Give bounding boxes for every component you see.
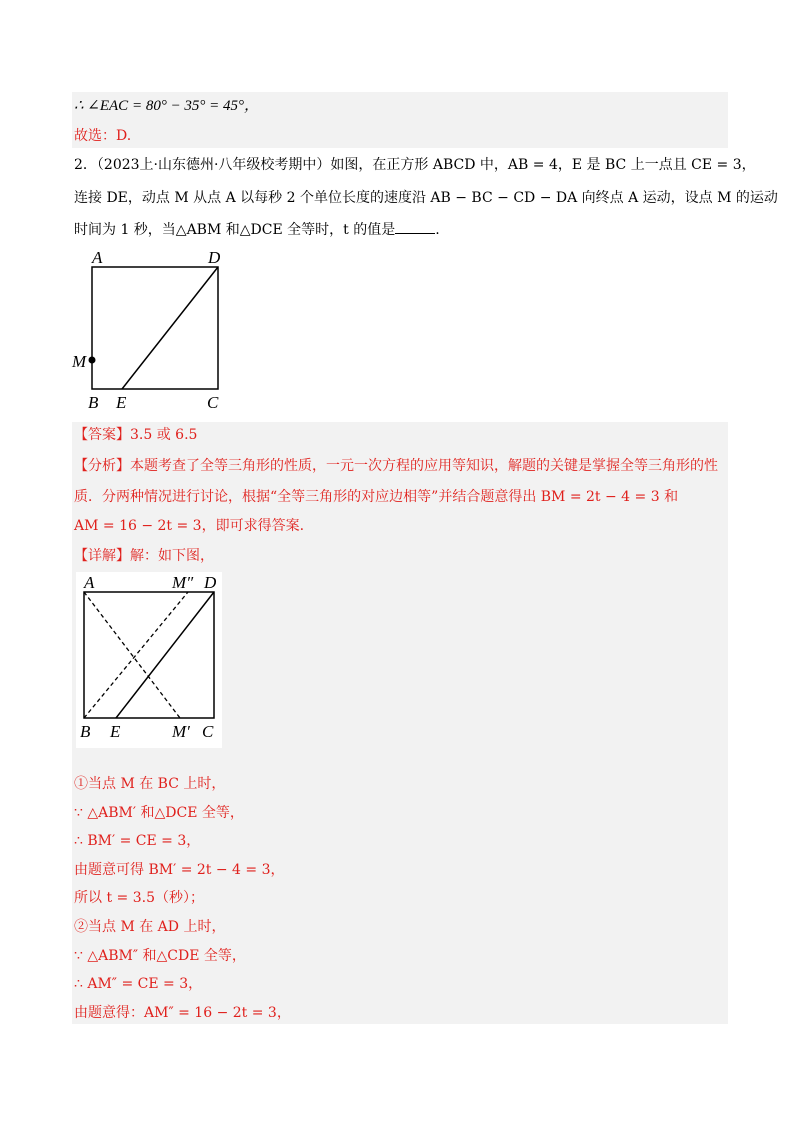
dashed-bm2 <box>84 592 188 718</box>
label-c: C <box>207 393 219 412</box>
solution-line-4: 由题意可得 BM′ = 2t − 4 = 3， <box>74 862 285 878</box>
label-e: E <box>116 393 127 412</box>
figure-square-1-svg <box>68 245 238 415</box>
segment-de <box>122 267 218 389</box>
label-d-2: D <box>204 573 217 592</box>
square-outline <box>92 267 218 389</box>
solution-line-7: ∵ △ABM″ 和△CDE 全等， <box>74 948 246 964</box>
label-m: M <box>72 352 87 371</box>
figure-square-2 <box>76 572 222 748</box>
problem-line-2: 连接 DE，动点 M 从点 A 以每秒 2 个单位长度的速度沿 AB − BC − CD − DA 向终点 A 运动，设点 M 的运动 <box>74 190 778 206</box>
label-b-2: B <box>80 722 91 741</box>
solution-line-2: ∵ △ABM′ 和△DCE 全等， <box>74 805 244 821</box>
problem-line-1: 2．（2023上·山东德州·八年级校考期中）如图，在正方形 ABCD 中，AB = 4，E 是 BC 上一点且 CE = 3， <box>74 157 756 173</box>
label-a-2: A <box>84 573 95 592</box>
analysis-line-2: 质．分两种情况进行讨论，根据“全等三角形的对应边相等”并结合题意得出 BM = 2t − 4 = 3 和 <box>74 489 679 505</box>
point-m <box>89 357 96 364</box>
label-c-2: C <box>202 722 214 741</box>
solution-line-9: 由题意得：AM″ = 16 − 2t = 3， <box>74 1005 291 1021</box>
solution-line-8: ∴ AM″ = CE = 3， <box>74 976 203 992</box>
problem-line-3-end: . <box>435 222 440 238</box>
label-a: A <box>92 248 103 267</box>
top-line-1: ∴ ∠EAC = 80° − 35° = 45°， <box>74 98 260 114</box>
detail-head: 【详解】解：如下图， <box>74 548 214 564</box>
square-outline-2 <box>84 592 214 718</box>
analysis-line-3: AM = 16 − 2t = 3，即可求得答案. <box>74 518 305 534</box>
label-m2: M″ <box>172 573 194 592</box>
figure-square-1 <box>68 245 238 419</box>
answer-line: 【答案】3.5 或 6.5 <box>74 427 198 443</box>
problem-line-3-text: 时间为 1 秒，当△ABM 和△DCE 全等时，t 的值是 <box>74 222 396 238</box>
solution-line-6: ②当点 M 在 AD 上时， <box>74 919 226 935</box>
solution-line-1: ①当点 M 在 BC 上时， <box>74 776 226 792</box>
problem-line-3 <box>74 220 440 240</box>
label-d: D <box>208 248 221 267</box>
solution-line-5: 所以 t = 3.5（秒）； <box>74 890 204 906</box>
label-b: B <box>88 393 99 412</box>
analysis-line-1: 【分析】本题考查了全等三角形的性质，一元一次方程的应用等知识，解题的关键是掌握全等三角形的性 <box>74 458 718 474</box>
label-e-2: E <box>110 722 121 741</box>
solution-line-3: ∴ BM′ = CE = 3， <box>74 833 201 849</box>
top-line-2: 故选：D. <box>74 128 132 144</box>
figure-square-2-svg <box>76 572 222 744</box>
label-m1: M′ <box>172 722 190 741</box>
answer-blank <box>395 221 435 234</box>
